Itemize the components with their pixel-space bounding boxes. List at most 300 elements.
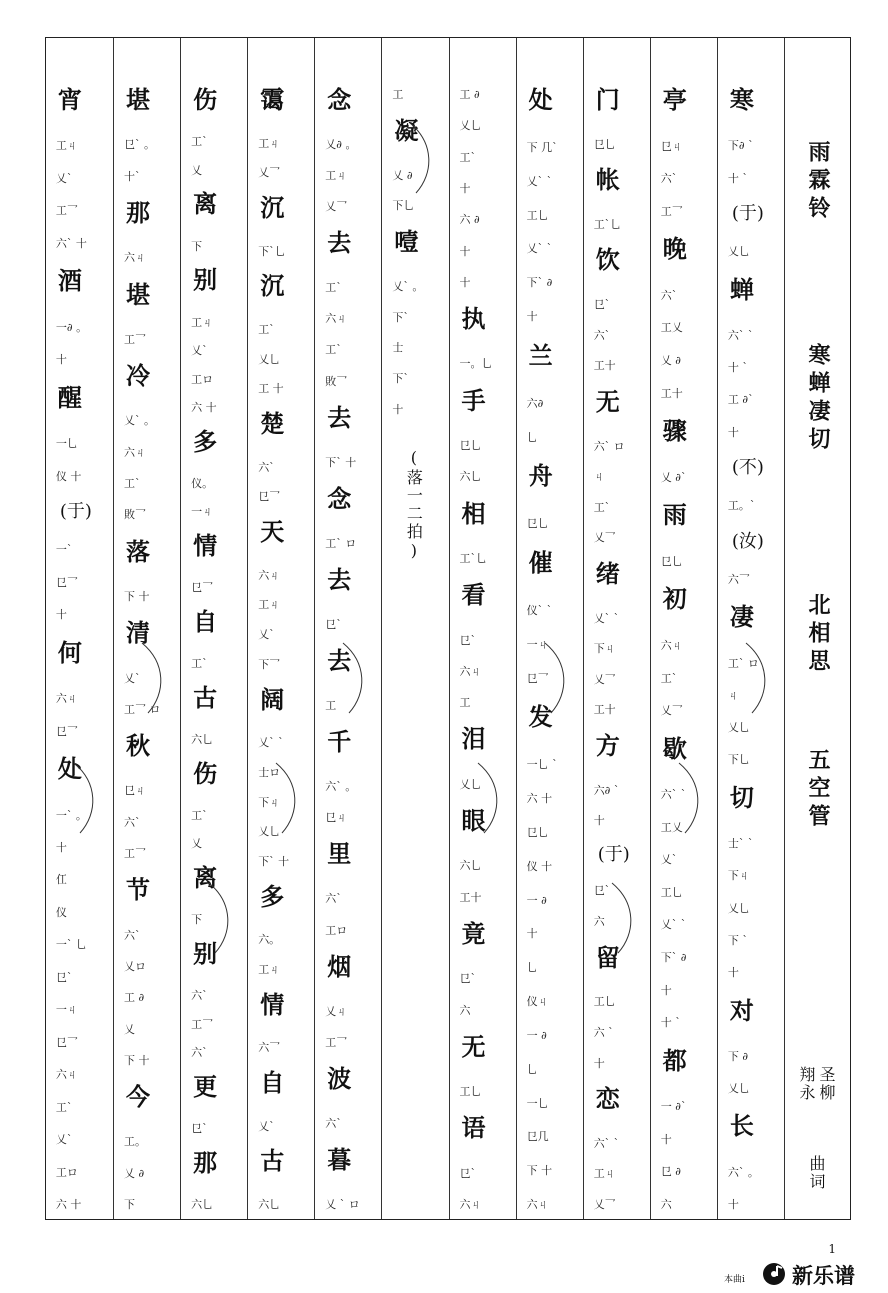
gongche-notation: 乂ㄐ: [325, 1004, 348, 1018]
lyric-character: 泪: [461, 724, 486, 754]
gongche-notation: 工ˋ: [660, 671, 678, 685]
author-line-1: 圣柳: [817, 1066, 836, 1102]
gongche-notation: 工ロ: [191, 372, 214, 386]
gongche-notation: 六ˋ: [124, 815, 141, 829]
score-frame: [45, 37, 851, 1220]
gongche-notation: 㔾ㄐ: [660, 139, 683, 153]
gongche-notation: 六∂ ˋ: [593, 783, 620, 797]
gongche-notation: 㔾乚: [526, 517, 549, 531]
gongche-notation: 下 十: [124, 1053, 150, 1067]
gongche-notation: 六ㄐ: [124, 445, 146, 459]
lyric-character: 别: [193, 938, 218, 968]
gongche-notation: 工十: [660, 386, 683, 400]
lyric-character: 语: [461, 1113, 486, 1143]
gongche-notation: 下 十: [526, 1164, 553, 1178]
notation-column: [46, 38, 113, 1219]
gongche-notation: 工 ∂: [459, 88, 480, 101]
gongche-notation: 工ˋ乚: [593, 217, 622, 231]
gongche-notation: 工 十: [258, 382, 284, 396]
gongche-notation: 㔾乛: [55, 1035, 78, 1049]
gongche-notation: 十: [727, 1198, 739, 1211]
lyric-character: 兰: [528, 340, 553, 370]
gongche-notation: 六ㄐ: [526, 1198, 549, 1211]
gongche-notation: 乂ˋ ˋ: [660, 918, 687, 932]
gongche-notation: 工ˋ ロ: [325, 536, 357, 550]
gongche-notation: 六。: [258, 933, 281, 947]
gongche-notation: 工ˋ: [325, 281, 342, 295]
gongche-notation: 六乛: [727, 572, 750, 586]
gongche-notation: 六 十: [526, 792, 553, 805]
lyric-character: 清: [126, 618, 150, 648]
gongche-notation: 下ˋ ∂: [526, 276, 553, 290]
gongche-notation: 工十: [593, 359, 616, 373]
gongche-notation: 乂ˋ ˋ: [526, 242, 553, 256]
gongche-notation: 六ˋ: [191, 1046, 208, 1060]
gongche-notation: 乂 ∂: [660, 353, 681, 367]
gongche-notation: 十: [526, 927, 538, 941]
lyric-character: 今: [126, 1082, 150, 1112]
gongche-notation: 士ロ: [258, 765, 281, 779]
notation-column: [247, 38, 314, 1219]
gongche-notation: 士ˋ ˋ: [727, 837, 754, 850]
gongche-notation: 工乛: [191, 1017, 214, 1031]
notation-column: [516, 38, 583, 1219]
gongche-notation: 工ˋ: [593, 500, 611, 514]
lyric-character: 节: [126, 875, 150, 905]
gongche-notation: 一ˋ 乚: [55, 938, 87, 952]
lyric-character: 歇: [662, 733, 687, 763]
gongche-notation: 工 ∂: [124, 991, 145, 1005]
gongche-notation: 六∂: [526, 396, 544, 410]
gongche-notation: 六ˋ 十: [55, 236, 87, 250]
lyric-character: 处: [528, 85, 553, 114]
gongche-notation: 工。: [124, 1135, 146, 1149]
lyric-character: 噎: [394, 227, 419, 257]
gongche-notation: 六ˋ 。: [727, 1165, 759, 1179]
parenthetical-note: (于): [597, 843, 630, 865]
gongche-notation: 六ㄐ: [55, 692, 78, 706]
gongche-notation: 十: [55, 841, 67, 855]
lyric-character: 离: [193, 189, 218, 219]
lyric-character: 催: [528, 548, 553, 577]
gongche-notation: 十: [727, 966, 739, 980]
lyric-character: 念: [327, 483, 352, 513]
gongche-notation: 六ㄐ: [55, 1068, 78, 1082]
parenthetical-note: (于): [59, 500, 92, 522]
gongche-notation: 六 十: [191, 401, 217, 415]
lyric-character: 情: [193, 530, 218, 560]
gongche-notation: 一∂ 。: [55, 320, 88, 334]
gongche-notation: 乂乛: [593, 531, 616, 545]
lyric-character: 冷: [126, 361, 150, 391]
gongche-notation: 六乚: [191, 1198, 214, 1211]
notation-column: [381, 38, 448, 1219]
gongche-notation: 乂乚: [727, 245, 750, 259]
lyric-character: 无: [595, 386, 620, 416]
gongche-notation: 十: [55, 608, 67, 622]
lyric-character: 竟: [461, 918, 486, 948]
gongche-notation: 㔾ˋ 。: [124, 138, 155, 152]
lyric-character: 天: [260, 517, 285, 547]
gongche-notation: 十: [392, 403, 404, 416]
gongche-notation: 工: [325, 699, 337, 713]
gongche-notation: 下乚: [392, 199, 415, 213]
lyric-character: 帐: [595, 165, 620, 195]
gongche-notation: 工ㄐ: [191, 315, 214, 329]
gongche-notation: 乂乛: [660, 704, 683, 718]
lyric-character: 凄: [729, 602, 754, 632]
gongche-notation: 㔾乛: [191, 581, 214, 595]
gongche-notation: 一 ∂: [526, 1028, 547, 1042]
lyric-character: 去: [327, 228, 352, 258]
gongche-notation: 下ㄐ: [727, 869, 750, 883]
gongche-notation: 十 ˋ: [660, 1016, 681, 1030]
gongche-notation: 六ˋ: [325, 892, 342, 906]
gongche-notation: 一ㄐ: [526, 637, 549, 651]
gongche-notation: 乂: [191, 837, 203, 851]
gongche-notation: 工。ˋ: [727, 499, 756, 513]
gongche-notation: 乂 ∂: [392, 168, 413, 182]
gongche-notation: 一乚 ˋ: [526, 758, 558, 772]
lyric-character: 舟: [528, 461, 553, 491]
gongche-notation: 乂∂ 。: [325, 138, 357, 152]
gongche-notation: 乂ˋ: [55, 171, 73, 185]
gongche-notation: 工乛 ロ: [124, 702, 161, 716]
gongche-notation: 㔾ˋ: [459, 633, 476, 647]
gongche-notation: 乚: [526, 961, 538, 975]
footer-caption: 本曲i: [724, 1275, 745, 1285]
gongche-notation: 仪: [55, 905, 67, 919]
notation-column: [717, 38, 784, 1219]
gongche-notation: 六ˋ: [660, 172, 678, 186]
gongche-notation: 工ㄐ: [258, 598, 281, 612]
gongche-notation: 工乛: [325, 1035, 348, 1049]
lyric-character: 那: [193, 1147, 218, 1177]
gongche-notation: 乂 ∂ˋ: [660, 470, 687, 484]
lyric-character: 楚: [260, 409, 285, 439]
notation-column: [113, 38, 180, 1219]
gongche-notation: 十: [727, 425, 739, 439]
lyric-character: 伤: [193, 85, 218, 114]
lyric-character: 恋: [595, 1084, 620, 1114]
gongche-notation: 㔾乚: [526, 825, 549, 839]
gongche-notation: 下: [191, 239, 203, 253]
lyric-character: 执: [461, 304, 486, 334]
lyric-character: 门: [595, 85, 620, 114]
gongche-notation: 下 十: [124, 589, 150, 603]
lyric-character: 霭: [260, 85, 285, 114]
gongche-notation: 工: [459, 696, 471, 710]
lyric-character: 留: [595, 942, 620, 972]
lyric-character: 那: [126, 197, 150, 227]
gongche-notation: 士: [392, 341, 404, 355]
gongche-notation: 六ㄐ: [325, 312, 348, 326]
gongche-notation: 六乚: [459, 470, 482, 484]
gongche-notation: 乂ˋ: [258, 1119, 275, 1133]
notation-column: [449, 38, 516, 1219]
gongche-notation: 乂ˋ ˋ: [593, 611, 620, 625]
lyric-character: 多: [193, 426, 218, 456]
gongche-notation: 乂ˋ: [660, 853, 678, 867]
lyric-character: 晚: [662, 234, 687, 264]
gongche-notation: 工 ∂ˋ: [727, 393, 754, 407]
gongche-notation: 十: [55, 353, 67, 367]
gongche-notation: 六ˋ: [325, 1116, 342, 1130]
gongche-notation: 工ˋ ロ: [727, 656, 759, 670]
lyric-character: 去: [327, 646, 352, 676]
gongche-notation: 工乂: [660, 321, 683, 335]
gongche-notation: 㔾ˋ: [325, 617, 342, 631]
gongche-notation: 㔾 ∂: [660, 1165, 681, 1179]
gongche-notation: 工ˋ: [325, 343, 342, 357]
song-title: 雨霖铃: [805, 140, 831, 224]
gongche-notation: 六ㄐ: [459, 664, 482, 678]
gongche-notation: 六: [593, 915, 605, 929]
lyric-character: 自: [260, 1067, 285, 1097]
parenthetical-note: (于): [731, 202, 764, 224]
lyric-character: 念: [327, 85, 352, 114]
gongche-notation: 仪 十: [55, 469, 82, 483]
gongche-notation: 㔾乚: [660, 554, 683, 568]
gongche-notation: 十 ˋ: [727, 361, 748, 375]
gongche-notation: 十ˋ: [124, 169, 141, 183]
mode-label: 北相思: [805, 593, 831, 677]
gongche-notation: 㔾ㄐ: [124, 784, 146, 798]
gongche-notation: 六: [459, 1003, 471, 1017]
gongche-notation: 工乚: [526, 208, 549, 222]
lyric-character: 相: [461, 498, 486, 528]
gongche-notation: 㔾乚: [459, 439, 482, 452]
lyric-character: 离: [193, 862, 218, 892]
lyric-character: 伤: [193, 758, 218, 788]
gongche-notation: 㔾ˋ: [459, 972, 476, 986]
gongche-notation: 一乚: [55, 437, 78, 451]
gongche-notation: 敗乛: [325, 374, 348, 388]
lyric-character: 里: [327, 839, 352, 869]
gongche-notation: 下∂ ˋ: [727, 139, 754, 153]
lyric-character: 蝉: [729, 274, 754, 304]
gongche-notation: 十: [526, 310, 538, 323]
gongche-notation: 工乛: [660, 204, 683, 218]
notation-column: [650, 38, 717, 1219]
gongche-notation: 乂: [191, 163, 203, 177]
gongche-notation: 乂 ∂: [124, 1166, 145, 1180]
gongche-notation: 工ㄐ: [325, 169, 348, 183]
gongche-notation: 工ㄐ: [258, 136, 281, 150]
gongche-notation: 下乛: [258, 657, 281, 671]
gongche-notation: 敗乛: [124, 508, 146, 522]
gongche-notation: 下 几ˋ: [526, 140, 558, 154]
gongche-notation: 下 ˋ: [727, 933, 748, 947]
gongche-notation: 㔾ㄐ: [325, 811, 348, 825]
gongche-notation: 工十: [459, 890, 482, 904]
lyric-character: 古: [260, 1146, 285, 1176]
gongche-notation: 一ㄐ: [55, 1003, 78, 1017]
lyric-character: 寒: [729, 85, 754, 114]
lyric-character: 阔: [260, 684, 285, 714]
lyric-character: 凝: [394, 115, 419, 145]
gongche-notation: 六ˋ ˋ: [593, 1136, 620, 1150]
gongche-notation: 乂ロ: [124, 959, 146, 973]
gongche-notation: 六乚: [459, 859, 482, 873]
gongche-notation: 工ˋ: [191, 135, 208, 149]
lyric-character: 烟: [327, 951, 352, 981]
gongche-notation: 㔾ˋ: [459, 1166, 476, 1180]
gongche-notation: 工ロ: [55, 1165, 78, 1179]
gongche-notation: 下乚: [727, 753, 750, 767]
lyric-character: 处: [57, 754, 82, 784]
gongche-notation: 下ˋ: [392, 310, 409, 324]
lyric-character: 看: [461, 580, 486, 610]
gongche-notation: 乂ˋ: [191, 344, 208, 358]
gongche-notation: 一ˋ: [55, 543, 73, 557]
lyric-character: 沉: [260, 193, 285, 223]
music-disc-icon: [762, 1262, 786, 1286]
gongche-notation: 六ˋ: [124, 928, 141, 942]
lyric-character: 去: [327, 402, 352, 432]
gongche-notation: 工乛: [55, 204, 78, 218]
gongche-notation: 工ˋ: [258, 323, 275, 337]
slur-mark: [718, 638, 785, 718]
gongche-notation: 㔾ˋ: [593, 298, 611, 312]
gongche-notation: 六ˋ: [660, 288, 678, 302]
lyric-character: 何: [57, 637, 82, 667]
gongche-notation: 工乂: [660, 820, 683, 834]
lyric-character: 千: [327, 727, 352, 757]
gongche-notation: 下ˋ 十: [325, 455, 357, 469]
gongche-notation: 㔾乛: [258, 490, 281, 504]
gongche-notation: 乂ˋ: [258, 628, 275, 642]
lyric-character: 无: [461, 1031, 486, 1061]
gongche-notation: 六ㄐ: [124, 251, 146, 265]
lyric-character: 沉: [260, 271, 285, 301]
gongche-notation: 工ˋ: [459, 150, 476, 164]
gongche-notation: 六 ∂: [459, 213, 480, 227]
gongche-notation: 六ˋ: [593, 328, 611, 342]
gongche-notation: 下ˋ: [392, 372, 409, 386]
gongche-notation: 下ㄐ: [258, 795, 281, 809]
gongche-notation: 十: [660, 983, 672, 997]
gongche-notation: 十 ˋ: [727, 171, 748, 185]
gongche-notation: 㔾几: [526, 1130, 549, 1144]
lyric-character: 发: [528, 702, 553, 732]
gongche-notation: 一乚: [526, 1096, 549, 1110]
gongche-notation: 工乛: [124, 332, 146, 346]
gongche-notation: 仪ㄐ: [526, 995, 549, 1008]
gongche-notation: 乂乚: [459, 119, 482, 133]
gongche-notation: 工ㄐ: [55, 139, 78, 153]
lyric-character: 落: [126, 536, 150, 566]
gongche-notation: 工ˋ: [191, 809, 208, 823]
gongche-notation: 乂: [124, 1022, 135, 1036]
gongche-notation: 工ˋ: [55, 1100, 73, 1114]
lyric-character: 绪: [595, 558, 620, 588]
role-label: 曲词: [807, 1155, 826, 1191]
gongche-notation: 十: [593, 814, 605, 828]
lyric-character: 切: [729, 782, 754, 812]
gongche-notation: 乂ˋ ˋ: [526, 174, 553, 188]
lyric-character: 长: [729, 1111, 754, 1141]
gongche-notation: 六乚: [191, 733, 214, 747]
lyric-character: 方: [595, 731, 620, 761]
parenthetical-note: (汝): [731, 530, 764, 552]
gongche-notation: 六 ˋ: [593, 1025, 614, 1039]
gongche-notation: 工ㄐ: [258, 962, 281, 976]
lyric-character: 堪: [126, 85, 150, 114]
gongche-notation: 六ˋ: [191, 989, 208, 1003]
notation-column: [180, 38, 247, 1219]
gongche-notation: 六: [660, 1198, 672, 1211]
lyric-character: 多: [260, 881, 285, 911]
gongche-notation: 㔾乛: [526, 671, 549, 685]
gongche-notation: 六ˋ: [258, 460, 275, 474]
notation-column: [314, 38, 381, 1219]
gongche-notation: 仜: [55, 873, 67, 887]
gongche-notation: 乂乚: [727, 901, 750, 915]
gongche-notation: 工ˋ: [191, 657, 208, 671]
gongche-notation: 工: [392, 88, 404, 101]
parenthetical-note: (不): [731, 457, 764, 478]
title-column: [784, 38, 851, 1219]
page-number: 1: [828, 1242, 836, 1256]
gongche-notation: 下: [124, 1198, 135, 1211]
gongche-notation: 一 ∂ˋ: [660, 1100, 687, 1114]
lyric-character: 手: [461, 385, 486, 415]
gongche-notation: 㔾乛: [55, 575, 78, 589]
lyric-character: 对: [729, 995, 754, 1025]
gongche-notation: 乂乚: [258, 825, 281, 839]
lyric-character: 亭: [662, 85, 687, 114]
lyric-character: 自: [193, 606, 218, 636]
lyric-character: 眼: [461, 806, 486, 835]
gongche-notation: 六ˋ ˋ: [660, 788, 687, 802]
lyric-character: 骤: [662, 416, 687, 446]
gongche-notation: 乂乛: [593, 672, 616, 686]
gongche-notation: 十: [459, 244, 471, 258]
gongche-notation: 十: [593, 1056, 605, 1070]
lyric-character: 古: [193, 682, 218, 712]
notation-column: [583, 38, 650, 1219]
gongche-notation: 乂ˋ 。: [124, 414, 155, 428]
lyric-character: 堪: [126, 279, 150, 309]
gongche-notation: 工乚: [660, 885, 683, 899]
gongche-notation: 乂乚: [727, 1082, 750, 1096]
lyric-character: 别: [193, 265, 218, 295]
gongche-notation: 下ˋ乚: [258, 244, 286, 258]
gongche-notation: 乂ˋ 。: [392, 279, 424, 293]
tuning-label: 五空管: [805, 748, 831, 832]
lyric-character: 秋: [126, 731, 150, 761]
gongche-notation: 六ㄐ: [660, 638, 683, 652]
gongche-notation: 㔾ˋ: [55, 970, 73, 984]
lyric-character: 酒: [57, 266, 82, 296]
gongche-notation: 工ˋ: [124, 477, 141, 490]
gongche-notation: 仪 十: [526, 859, 553, 873]
gongche-notation: 六ˋ ˋ: [727, 328, 754, 342]
lyric-character: 情: [260, 989, 285, 1019]
gongche-notation: 乚: [526, 1062, 538, 1076]
gongche-notation: 十: [660, 1132, 672, 1146]
gongche-notation: 六ㄐ: [459, 1198, 482, 1211]
gongche-notation: 乂 ˋ ロ: [325, 1198, 360, 1211]
gongche-notation: 一 ∂: [526, 893, 547, 907]
gongche-notation: 㔾ˋ: [593, 884, 611, 898]
first-line-title: 寒蝉凄切: [805, 343, 831, 455]
gongche-notation: 一ㄐ: [191, 505, 214, 519]
gongche-notation: 乂乛: [325, 200, 348, 214]
gongche-notation: 㔾乚: [593, 137, 616, 151]
gongche-notation: 乂乛: [258, 166, 281, 180]
